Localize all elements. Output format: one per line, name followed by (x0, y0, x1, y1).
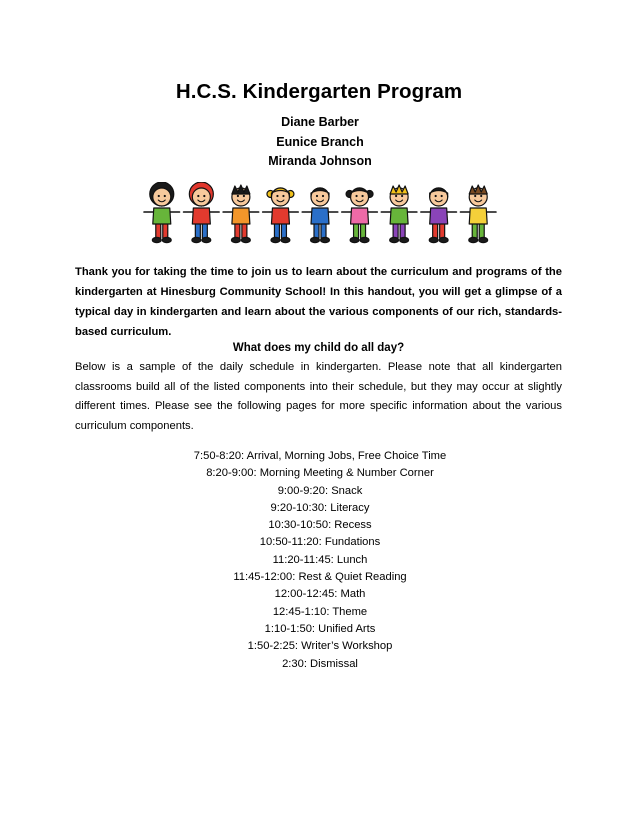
child-eye (282, 195, 284, 197)
child-shoe (390, 237, 399, 242)
child-shoe (400, 237, 409, 242)
child-shoe (241, 237, 250, 242)
child-shirt (430, 208, 448, 224)
child-hair (469, 185, 487, 194)
schedule-item: 9:20-10:30: Literacy (270, 501, 370, 514)
schedule-item: 1:50-2:25: Writer’s Workshop (247, 640, 393, 653)
child-shirt (351, 208, 369, 224)
child-shoe (162, 237, 171, 242)
child-shoe (271, 237, 280, 242)
child-shoe (469, 237, 478, 242)
child-eye (243, 195, 245, 197)
child-shirt (311, 208, 329, 224)
child-hair (390, 185, 408, 194)
schedule-item: 11:20-11:45: Lunch (272, 553, 368, 566)
child-eye (395, 195, 397, 197)
child-shoe (281, 237, 290, 242)
child-eye (361, 195, 363, 197)
child-shoe (350, 237, 359, 242)
child-eye (401, 195, 403, 197)
child-head (153, 188, 171, 206)
child-shirt (469, 208, 487, 224)
child-shirt (192, 208, 210, 224)
child-shirt (232, 208, 250, 224)
child-shoe (439, 237, 448, 242)
schedule-item: 10:30-10:50: Recess (268, 519, 372, 532)
intro-paragraph: Thank you for taking the time to join us to learn about the curriculum and programs of the kindergarten at Hinesburg Community School! In this handout, you will get a glimpse of a typical day in kindergarten and learn about the various components of our rich, standards-based curriculum. (75, 266, 562, 338)
section-paragraph: Below is a sample of the daily schedule in kindergarten. Please note that all kindergarten classrooms build all of the listed components into their schedule, but they may occur at slightly different times. Please see the following pages for more specific information about the various curriculum components. (75, 361, 562, 432)
child-eye (203, 195, 205, 197)
child-shoe (429, 237, 438, 242)
document-title: H.C.S. Kindergarten Program (175, 80, 463, 103)
child-eye (441, 195, 443, 197)
child-hair (232, 185, 250, 194)
schedule-item: 8:20-9:00: Morning Meeting & Number Corner (206, 467, 434, 480)
author-list (170, 113, 470, 172)
schedule-item: 2:30: Dismissal (282, 657, 358, 670)
child-eye (480, 195, 482, 197)
child-eye (435, 195, 437, 197)
children-holding-hands-illustration (142, 182, 498, 246)
child-shoe (360, 237, 369, 242)
child-shoe (321, 237, 330, 242)
child-eye (322, 195, 324, 197)
child-shirt (153, 208, 171, 224)
schedule-item: 7:50-8:20: Arrival, Morning Jobs, Free Choice Time (193, 450, 447, 462)
child-shoe (152, 237, 161, 242)
child-eye (197, 195, 199, 197)
child-eye (355, 195, 357, 197)
author-name: Diane Barber (281, 115, 359, 129)
schedule-item: 1:10-1:50: Unified Arts (264, 622, 376, 635)
child-shoe (311, 237, 320, 242)
child-eye (158, 195, 160, 197)
schedule-item: 12:00-12:45: Math (274, 588, 366, 601)
section-heading: What does my child do all day? (232, 342, 405, 354)
child-shoe (202, 237, 211, 242)
child-shoe (192, 237, 201, 242)
daily-schedule-list (120, 448, 520, 673)
author-name: Miranda Johnson (268, 154, 372, 168)
schedule-item: 12:45-1:10: Theme (272, 605, 368, 618)
child-head (192, 188, 210, 206)
schedule-item: 9:00-9:20: Snack (277, 484, 363, 497)
child-shoe (479, 237, 488, 242)
child-shirt (271, 208, 289, 224)
schedule-item: 11:45-12:00: Rest & Quiet Reading (233, 571, 407, 584)
child-eye (474, 195, 476, 197)
child-eye (316, 195, 318, 197)
child-eye (164, 195, 166, 197)
author-name: Eunice Branch (276, 134, 364, 149)
child-eye (237, 195, 239, 197)
child-eye (276, 195, 278, 197)
child-shoe (231, 237, 240, 242)
child-shirt (390, 208, 408, 224)
schedule-item: 10:50-11:20: Fundations (259, 536, 381, 549)
